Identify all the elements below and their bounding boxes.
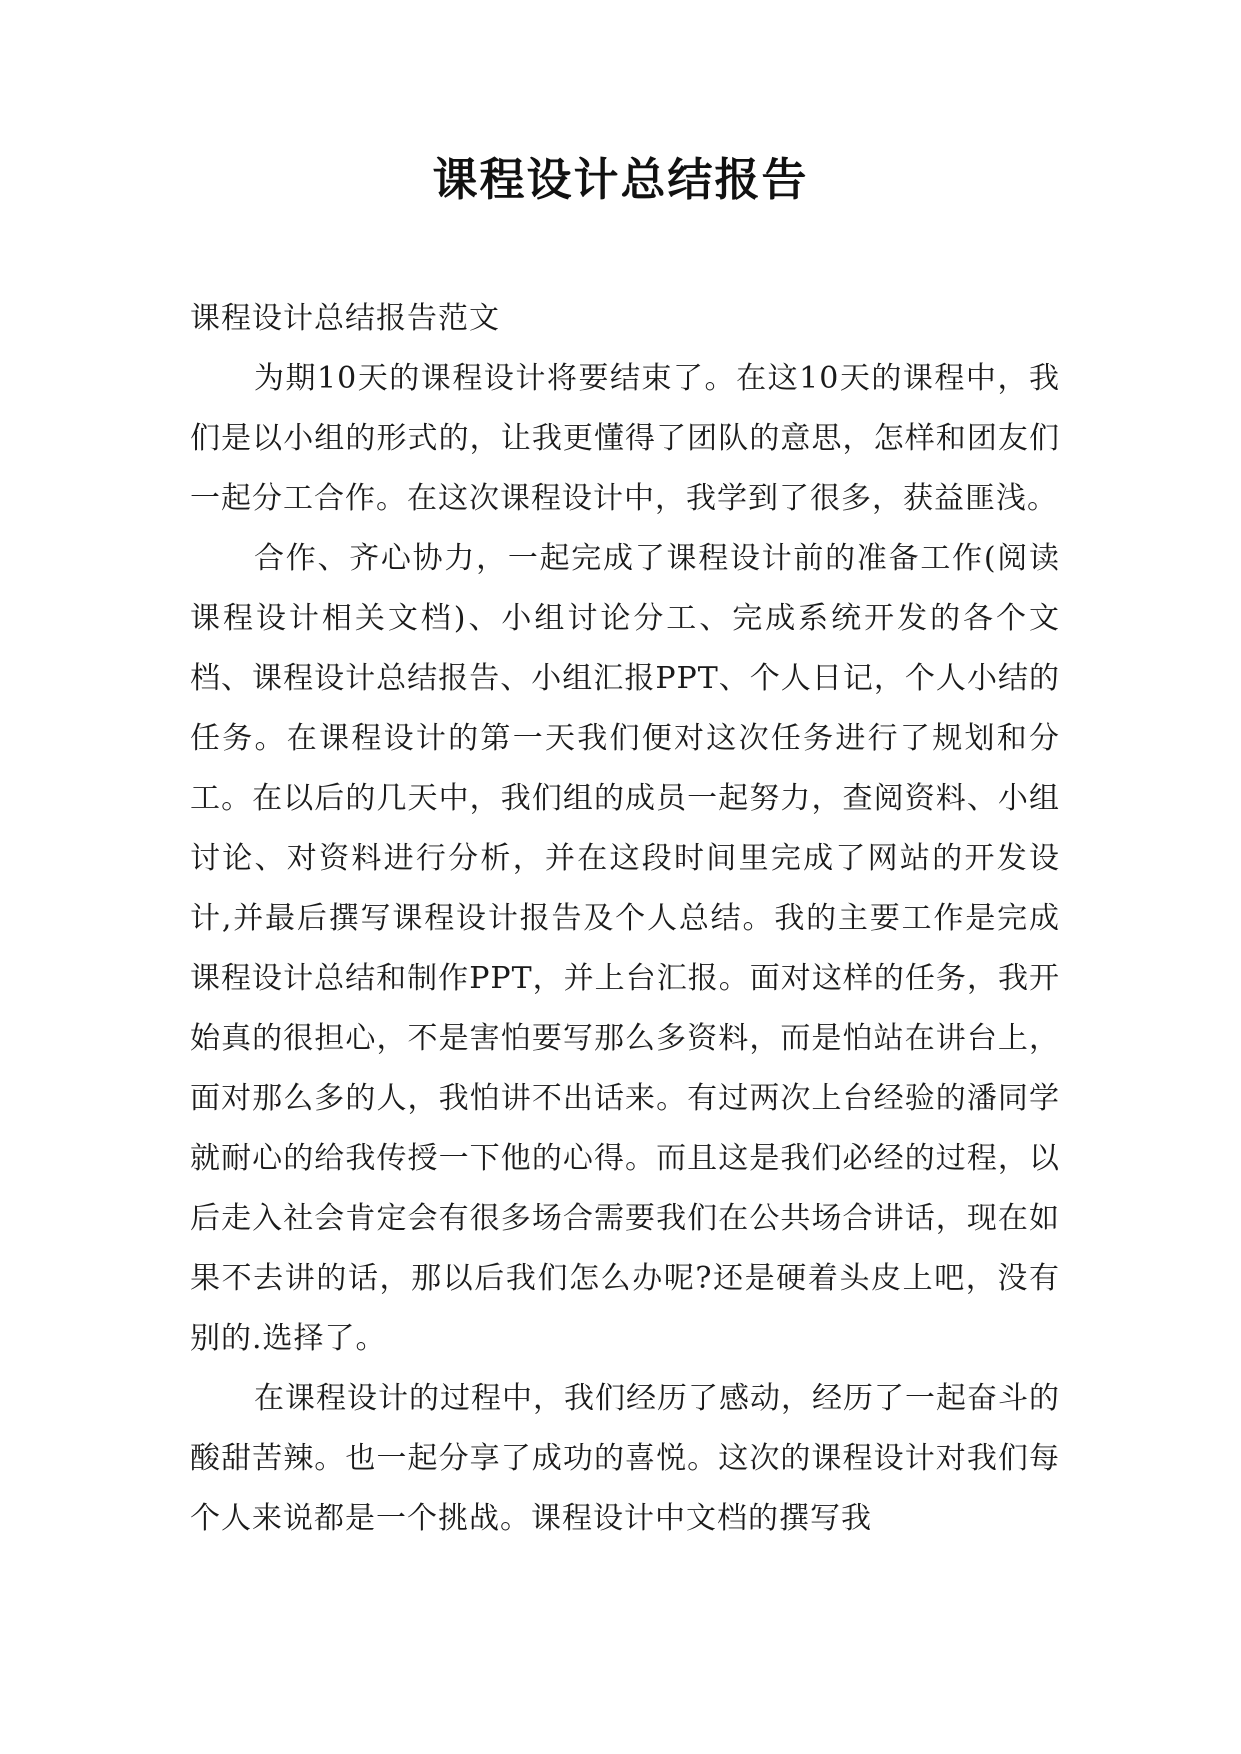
- body-paragraph-3: 在课程设计的过程中，我们经历了感动，经历了一起奋斗的酸甜苦辣。也一起分享了成功的喜悦。这次的课程设计对我们每个人来说都是一个挑战。课程设计中文档的撰写我: [190, 1381, 1060, 1536]
- body-paragraph-1: 为期10天的课程设计将要结束了。在这10天的课程中，我们是以小组的形式的，让我更懂得了团队的意思，怎样和团友们一起分工合作。在这次课程设计中，我学到了很多，获益匪浅。: [190, 361, 1060, 516]
- document-subtitle: 课程设计总结报告范文: [190, 301, 500, 336]
- document-title: 课程设计总结报告: [432, 153, 809, 206]
- body-paragraph-2: 合作、齐心协力，一起完成了课程设计前的准备工作(阅读课程设计相关文档)、小组讨论分工、完成系统开发的各个文档、课程设计总结报告、小组汇报PPT、个人日记，个人小结的任务。在课程设计的第一天我们便对这次任务进行了规划和分工。在以后的几天中，我们组的成员一起努力，查阅资料、小组讨论、对资料进行分析，并在这段时间里完成了网站的开发设计,并最后撰写课程设计报告及个人总结。我的主要工作是完成课程设计总结和制作PPT，并上台汇报。面对这样的任务，我开始真的很担心，不是害怕要写那么多资料，而是怕站在讲台上，面对那么多的人，我怕讲不出话来。有过两次上台经验的潘同学就耐心的给我传授一下他的心得。而且这是我们必经的过程，以后走入社会肯定会有很多场合需要我们在公共场合讲话，现在如果不去讲的话，那以后我们怎么办呢?还是硬着头皮上吧，没有别的.选择了。: [190, 541, 1060, 1356]
- document-body: [190, 289, 1060, 1549]
